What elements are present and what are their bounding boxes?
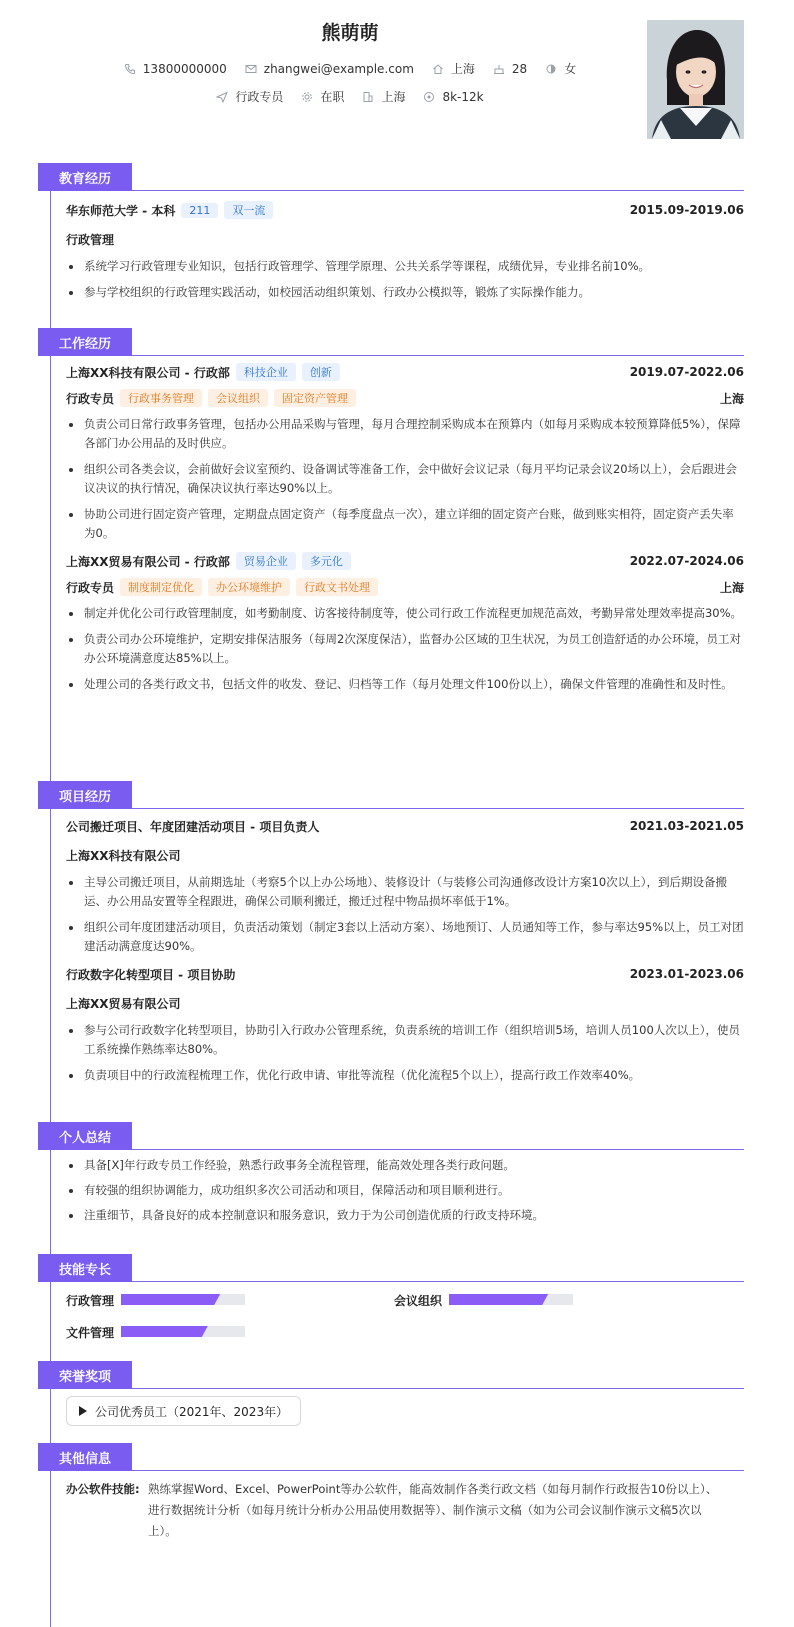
gender-item: [545, 60, 576, 77]
phone-item: [124, 62, 227, 76]
project-company: 上海XX科技有限公司: [66, 849, 181, 863]
role-tag: 行政事务管理: [120, 389, 202, 407]
job-title-item: [216, 88, 283, 105]
other-section: [38, 1443, 744, 1542]
education-section: [38, 163, 744, 302]
project-row: [66, 965, 744, 983]
salary-item: [423, 90, 483, 104]
other-header: [38, 1443, 744, 1471]
other-text-line: 上）。: [148, 1524, 177, 1538]
awards-section: [38, 1361, 744, 1431]
target-city-text: 上海: [381, 90, 406, 104]
education-header: [38, 163, 744, 191]
skill-bar-fill: [449, 1294, 548, 1305]
section-title: 工作经历: [38, 328, 132, 356]
role-name: 行政专员: [66, 391, 115, 406]
job-bullets: [66, 604, 744, 694]
company-name: 上海XX科技有限公司 - 行政部: [66, 365, 230, 380]
send-icon: [216, 91, 228, 103]
role-tag: 制度制定优化: [120, 578, 202, 596]
contact-row: [0, 60, 700, 77]
phone-text: 13800000000: [142, 61, 227, 76]
company-title: [66, 552, 351, 570]
job-date: 2019.07-2022.06: [629, 365, 744, 379]
job-bullets: [66, 415, 744, 543]
list-item: 有较强的组织协调能力，成功组织多次公司活动和项目，保障活动和项目顺利进行。: [66, 1181, 744, 1200]
phone-icon: [124, 63, 136, 75]
section-divider: [132, 1388, 744, 1389]
school-name: 华东师范大学 - 本科: [66, 203, 176, 218]
location-item: [432, 60, 475, 77]
job-role-row: [66, 389, 744, 407]
work-section: [38, 328, 744, 694]
role-tag: 会议组织: [208, 389, 268, 407]
school-tag: 211: [181, 203, 218, 218]
skill-bar: [121, 1326, 245, 1337]
education-bullets: [66, 257, 744, 302]
list-item: 参与学校组织的行政管理实践活动，如校园活动组织策划、行政办公模拟等，锻炼了实际操作能力。: [66, 283, 744, 302]
building-icon: [362, 91, 374, 103]
list-item: 参与公司行政数字化转型项目，协助引入行政办公管理系统，负责系统的培训工作（组织培训5场，培训人员100人次以上），使员工系统操作熟练率达80%。: [66, 1021, 744, 1059]
skill-bar-fill: [121, 1294, 220, 1305]
skill-bar-fill: [121, 1326, 208, 1337]
cake-icon: [493, 63, 505, 75]
summary-bullets: [66, 1156, 744, 1225]
job-role-row: [66, 578, 744, 596]
list-item: 组织公司各类会议，会前做好会议室预约、设备调试等准备工作，会中做好会议记录（每月平均记录会议20场以上），会后跟进会议决议的执行情况，确保决议执行率达90%以上。: [66, 460, 744, 498]
education-date: 2015.09-2019.06: [629, 203, 744, 217]
status-item: [301, 88, 344, 105]
section-divider: [132, 355, 744, 356]
major-name: 行政管理: [66, 233, 115, 247]
section-title: 教育经历: [38, 163, 132, 191]
school-tag: 双一流: [224, 201, 273, 219]
section-title: 荣誉奖项: [38, 1361, 132, 1389]
project-date: 2021.03-2021.05: [629, 819, 744, 833]
section-title: 其他信息: [38, 1443, 132, 1471]
age-item: [493, 62, 527, 76]
skill-item: [394, 1292, 442, 1309]
candidate-name: 熊萌萌: [321, 22, 379, 44]
project-name: 公司搬迁项目、年度团建活动项目 - 项目负责人: [66, 819, 320, 834]
job-company-row: [66, 552, 744, 570]
company-tag: 科技企业: [236, 363, 296, 381]
coin-icon: [423, 91, 435, 103]
home-icon: [432, 63, 444, 75]
skill-bar: [121, 1294, 245, 1305]
job-city: 上海: [719, 580, 744, 595]
skill-name: 会议组织: [394, 1294, 443, 1308]
role-name: 行政专员: [66, 580, 115, 595]
role-tag: 固定资产管理: [274, 389, 356, 407]
role-title: [66, 578, 378, 596]
age-text: 28: [511, 61, 528, 76]
list-item: 负责公司办公环境维护，定期安排保洁服务（每周2次深度保洁），监督办公区域的卫生状况，为员工创造舒适的办公环境，员工对办公环境满意度达85%以上。: [66, 630, 744, 668]
skill-name: 文件管理: [66, 1326, 115, 1340]
expand-triangle-icon: [79, 1406, 87, 1416]
awards-header: [38, 1361, 744, 1389]
gender-text: 女: [564, 62, 577, 76]
role-title: [66, 389, 356, 407]
company-name: 上海XX贸易有限公司 - 行政部: [66, 554, 230, 569]
avatar-illustration: [647, 20, 744, 139]
company-tag: 多元化: [302, 552, 351, 570]
skill-item: [66, 1324, 114, 1341]
section-title: 个人总结: [38, 1122, 132, 1150]
section-title: 项目经历: [38, 781, 132, 809]
section-title: 技能专长: [38, 1254, 132, 1282]
company-title: [66, 363, 340, 381]
projects-header: [38, 781, 744, 809]
job-intent-row: [0, 88, 700, 105]
section-divider: [132, 1470, 744, 1471]
salary-text: 8k-12k: [442, 89, 484, 104]
list-item: 制定并优化公司行政管理制度，如考勤制度、访客接待制度等，使公司行政工作流程更加规范高效，考勤异常处理效率提高30%。: [66, 604, 744, 623]
summary-section: [38, 1122, 744, 1225]
job-company-row: [66, 363, 744, 381]
email-text: zhangwei@example.com: [263, 61, 414, 76]
other-text-line: 熟练掌握Word、Excel、PowerPoint等办公软件，能高效制作各类行政文档（如每月制作行政报告10份以上）、: [148, 1482, 718, 1496]
skill-name: 行政管理: [66, 1294, 115, 1308]
list-item: 具备[X]年行政专员工作经验，熟悉行政事务全流程管理，能高效处理各类行政问题。: [66, 1156, 744, 1175]
job-date: 2022.07-2024.06: [629, 554, 744, 568]
project-name: 行政数字化转型项目 - 项目协助: [66, 967, 236, 982]
project-row: [66, 817, 744, 835]
role-tag: 办公环境维护: [208, 578, 290, 596]
gear-icon: [301, 91, 313, 103]
project-date: 2023.01-2023.06: [629, 967, 744, 981]
list-item: 负责项目中的行政流程梳理工作，优化行政申请、审批等流程（优化流程5个以上），提高行政工作效率40%。: [66, 1066, 744, 1085]
award-text: 公司优秀员工（2021年、2023年）: [95, 1404, 289, 1419]
list-item: 注重细节，具备良好的成本控制意识和服务意识，致力于为公司创造优质的行政支持环境。: [66, 1206, 744, 1225]
work-header: [38, 328, 744, 356]
project-company: 上海XX贸易有限公司: [66, 997, 181, 1011]
role-tag: 行政文书处理: [296, 578, 378, 596]
gender-icon: [545, 63, 557, 75]
list-item: 协助公司进行固定资产管理，定期盘点固定资产（每季度盘点一次），建立详细的固定资产台账，做到账实相符，固定资产丢失率为0。: [66, 505, 744, 543]
job-title-text: 行政专员: [235, 90, 284, 104]
section-divider: [132, 1149, 744, 1150]
award-item[interactable]: [66, 1396, 301, 1426]
projects-section: [38, 781, 744, 1085]
other-text: [148, 1479, 717, 1542]
resume-header: [0, 0, 794, 165]
company-tag: 贸易企业: [236, 552, 296, 570]
mail-icon: [245, 63, 257, 75]
summary-header: [38, 1122, 744, 1150]
location-text: 上海: [450, 62, 475, 76]
project-bullets: [66, 873, 744, 956]
list-item: 系统学习行政管理专业知识，包括行政管理学、管理学原理、公共关系学等课程，成绩优异，专业排名前10%。: [66, 257, 744, 276]
list-item: 主导公司搬迁项目，从前期选址（考察5个以上办公场地）、装修设计（与装修公司沟通修改设计方案10次以上），到后期设备搬运、办公用品安置等全程跟进，确保公司顺利搬迁，搬迁过程中物品损坏率低于1%。: [66, 873, 744, 911]
skills-header: [38, 1254, 744, 1282]
section-divider: [132, 1281, 744, 1282]
profile-photo: [647, 20, 744, 139]
project-bullets: [66, 1021, 744, 1085]
section-divider: [132, 190, 744, 191]
status-text: 在职: [320, 90, 345, 104]
email-item: [245, 62, 414, 76]
section-divider: [132, 808, 744, 809]
skill-item: [66, 1292, 114, 1309]
job-city: 上海: [719, 391, 744, 406]
school-title: [66, 201, 273, 219]
list-item: 处理公司的各类行政文书，包括文件的收发、登记、归档等工作（每月处理文件100份以上），确保文件管理的准确性和及时性。: [66, 675, 744, 694]
skills-section: [38, 1254, 744, 1354]
list-item: 负责公司日常行政事务管理，包括办公用品采购与管理，每月合理控制采购成本在预算内（如每月采购成本较预算降低5%），保障各部门办公用品的及时供应。: [66, 415, 744, 453]
skill-bar: [449, 1294, 573, 1305]
list-item: 组织公司年度团建活动项目，负责活动策划（制定3套以上活动方案）、场地预订、人员通知等工作，参与率达95%以上，员工对团建活动满意度达90%。: [66, 918, 744, 956]
other-text-line: 进行数据统计分析（如每月统计分析办公用品使用数据等）、制作演示文稿（如为公司会议制作演示文稿5次以: [148, 1503, 702, 1517]
other-label: 办公软件技能:: [66, 1482, 140, 1496]
company-tag: 创新: [302, 363, 340, 381]
education-row: [66, 201, 744, 219]
target-city-item: [362, 88, 405, 105]
other-info-row: [38, 1479, 744, 1542]
